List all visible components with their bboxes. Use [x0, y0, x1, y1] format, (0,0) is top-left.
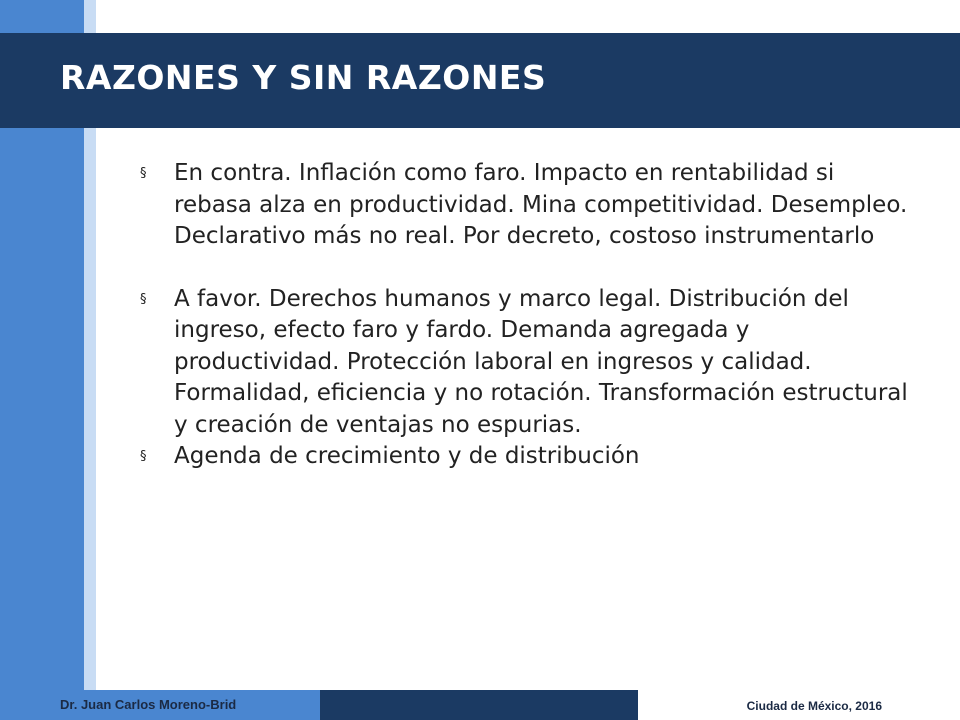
bullet-item [140, 158, 910, 253]
bullet-text: En contra. Inflación como faro. Impacto en rentabilidad si rebasa alza en productividad. Mina competitividad. Desempleo. Declarativo más no real. Por decreto, costoso instrumentarlo [174, 160, 908, 249]
bullet-text: A favor. Derechos humanos y marco legal. Distribución del ingreso, efecto faro y fardo. Demanda agregada y productividad. Protección laboral en ingresos y calidad. Formalidad, eficiencia y no rotación. Transformación estructural y creación de ventajas no espurias. [174, 285, 908, 438]
bullet-item [140, 441, 910, 473]
bullet-text: Agenda de crecimiento y de distribución [174, 443, 640, 469]
footer-place-date: Ciudad de México, 2016 [746, 699, 882, 713]
slide-content [140, 158, 910, 473]
footer-author: Dr. Juan Carlos Moreno-Brid [60, 697, 237, 712]
footer-middle-band [320, 690, 638, 720]
bullet-icon: § [140, 449, 147, 464]
bullet-spacer [140, 253, 910, 284]
bullet-icon: § [140, 291, 147, 307]
slide-title: RAZONES Y SIN RAZONES [60, 58, 547, 97]
bullet-icon: § [140, 166, 147, 181]
bullet-item [140, 284, 910, 442]
